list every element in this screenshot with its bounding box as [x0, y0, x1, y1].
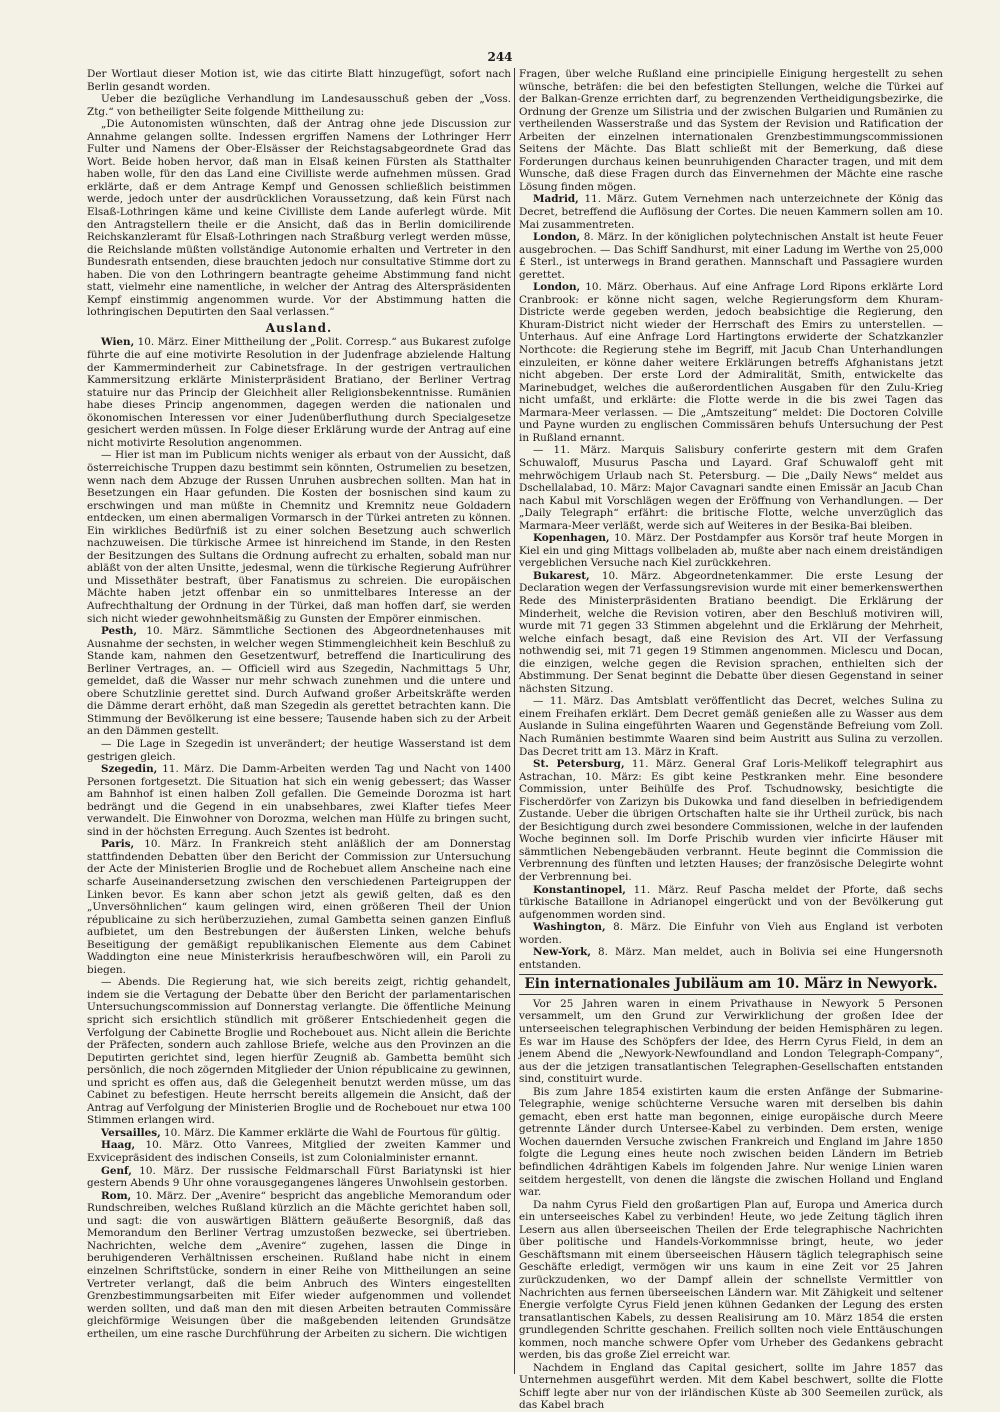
news-body: 10. März. Abgeordnetenkammer. Die erste Lesung der Declaration wegen der Verfassungsrevision wurde mit einer bemerkenswerthen Rede des Ministerpräsidenten Bratiano beendigt. Die Erklärung der Minderheit, welche die Revision votiren, aber den Beschluß motiviren will, wurde mit 71 gegen 33 Stimmen abgelehnt und die Erklärung der Mehrheit, welche einfach besagt, daß eine Revision des Art. VII der Verfassung nothwendig sei, mit 71 gegen 19 Stimmen angenommen. Miclescu und Docan, die einzigen, welche gegen die Revision sprachen, enthielten sich der Abstimmung. Der Senat beginnt die Debatte über diesen Gegenstand in seiner nächsten Sitzung.	[519, 569, 944, 695]
news-body: 10. März. Einer Mittheilung der „Polit. Corresp.“ aus Bukarest zufolge führte die auf eine motivirte Resolution in der Judenfrage abzielende Haltung der Kammerminderheit zur Cabinetsfrage. In der gestrigen vertraulichen Kammersitzung erklärte Ministerpräsident Bratiano, der Berliner Vertrag statuire nur das Princip der Gleichheit aller Religionsbekenntnisse. Rumänien habe dieses Princip angenommen, dagegen werden die nationalen und ökonomischen Interessen vor einer Judenüberfluthung durch Specialgesetze gesichert werden müssen. In Folge dieser Erklärung wurde der Antrag auf eine nicht motivirte Resolution angenommen.	[87, 336, 511, 449]
news-body: 10. März. In Frankreich steht anläßlich der am Donnerstag stattfindenden Debatten über den Bericht der Commission zur Untersuchung der Acte der Ministerien Broglie und de Rochebuet allem Anscheine nach eine scharfe Auseinandersetzung zwischen den verschiedenen Parteigruppen der Linken bevor. Es kann aber schon jetzt als gewiß gelten, daß es den „Unversöhnlichen“ kaum gelingen wird, einen größeren Theil der Union républicaine zu sich herüberzuziehen, zumal Gambetta seinen ganzen Einfluß aufbietet, um den Bestrebungen der äußersten Linken, welche behufs Beseitigung der gemäßigt republikanischen Elemente aus dem Cabinet Waddington eine neue Ministerkrisis heraufbeschwören will, ein Paroli zu biegen.	[87, 838, 511, 976]
left-column	[87, 68, 511, 1378]
article-paragraph: — Die Lage in Szegedin ist unverändert; der heutige Wasserstand ist dem gestrigen gleich.	[87, 737, 511, 763]
news-item-haag	[87, 1139, 511, 1164]
dateline: Kopenhagen,	[533, 532, 610, 545]
news-item-madrid	[519, 193, 943, 231]
news-item-pesth	[87, 625, 511, 738]
dateline: Wien,	[101, 336, 135, 349]
news-item-petersburg	[519, 758, 943, 883]
news-body: 11. März. Gutem Vernehmen nach unterzeichnete der König das Decret, betreffend die Auflösung der Cortes. Die neuen Kammern sollen am 10. Mai zusammentreten.	[519, 193, 943, 231]
news-item-london	[519, 231, 943, 281]
news-item-newyork	[519, 946, 943, 971]
article-paragraph: Vor 25 Jahren waren in einem Privathause in Newyork 5 Personen versammelt, um den Grund zur Verwirklichung der großen Idee der unterseeischen telegraphischen Verbindung der beiden Hemisphären zu legen. Es war im Hause des Schöpfers der Idee, des Herrn Cyrus Field, in dem an jenem Abend die „Newyork-Newfoundland and London Telegraph-Company“, aus der die jetzigen transatlantischen Telegraphen-Gesellschaften entstanden sind, constituirt wurde.	[519, 997, 943, 1086]
dateline: Genf,	[101, 1164, 132, 1177]
feature-heading: Ein internationales Jubiläum am 10. März in Newyork.	[524, 976, 938, 993]
dateline: Versailles,	[101, 1126, 161, 1139]
heading-rule	[519, 994, 943, 995]
news-item-rom	[87, 1190, 511, 1341]
article-paragraph: — 11. März. Das Amtsblatt veröffentlicht das Decret, welches Sulina zu einem Freihafen erklärt. Dem Decret gemäß genießen alle zu Wasser aus dem Auslande in Sulina eingeführten Waaren und Gegenstände Befreiung vom Zoll. Nach Rumänien bestimmte Waaren sind beim Austritt aus Sulina zu verzollen. Das Decret tritt am 13. März in Kraft.	[519, 695, 943, 758]
article-paragraph: — Hier ist man im Publicum nichts weniger als erbaut von der Aussicht, daß österreichische Truppen dazu bestimmt sein könnten, Ostrumelien zu besetzen, wenn nach dem Abzuge der Russen Unruhen ausbrechen sollten. Man hat in Besetzungen ein Haar gefunden. Die Kosten der bosnischen sind kaum zu erschwingen und man müßte in Chemnitz und Kremnitz neue Goldadern entdecken, um einen abermaligen Vormarsch in der Türkei antreten zu können. Ein wirkliches Bedürfniß ist zu einer solchen Besetzung auch schwerlich nachzuweisen. Die türkische Armee ist hinreichend im Stande, in den Resten der Besitzungen des Sultans die Ordnung aufrecht zu erhalten, sobald man nur abläßt von der alten Unsitte, jedesmal, wenn die türkische Regierung Aufrührer und Missethäter bestraft, über Fanatismus zu schreien. Die europäischen Mächte haben jetzt offenbar ein so unmittelbares Interesse an der Aufrechthaltung der Ordnung in der Türkei, daß man hoffen darf, sie werden sich nicht wieder gewohnheitsmäßig zu Gunsten der Empörer einmischen.	[87, 449, 511, 625]
dateline: Paris,	[101, 838, 135, 851]
dateline: Bukarest,	[533, 569, 590, 582]
article-paragraph: „Die Autonomisten wünschten, daß der Antrag ohne jede Discussion zur Annahme gelangen sollte. Indessen ergriffen Namens der Lothringer Herr Fulter und Namens der Ober-Elsässer der Reichstagsabgeordnete Grad das Wort. Beide hoben hervor, daß man in Elsaß keinen Fürsten als Statthalter haben wolle, für den das Land eine Civilliste werde aufnehmen müssen. Grad erklärte, daß er dem Antrage Kempf und Genossen schließlich beistimmen werde, jedoch unter der ausdrücklichen Voraussetzung, daß kein Fürst nach Elsaß-Lothringen käme und keine Civilliste dem Lande auferlegt würde. Mit den Antragstellern theile er die Ansicht, daß das in Berlin domicilirende Reichskanzleramt für Elsaß-Lothringen nach Straßburg verlegt werden müsse, die Reichslande müßten vollständige Autonomie erhalten und Vertreter in den Bundesrath entsenden, diese brauchten jedoch nur consultative Stimme dort zu haben. Die von den Lothringern beantragte geheime Abstimmung fand nicht statt, vielmehr eine namentliche, in welcher der Antrag des Alterspräsidenten Kempf einstimmig angenommen wurde. Vor der Abstimmung hatten die lothringischen Deputirten den Saal verlassen.“	[87, 118, 511, 319]
news-item-szegedin	[87, 763, 511, 838]
news-body: 8. März. Die Einfuhr von Vieh aus England ist verboten worden.	[519, 921, 943, 946]
news-item-kopenhagen	[519, 532, 943, 570]
dateline: Pesth,	[101, 625, 137, 638]
dateline: New-York,	[533, 946, 591, 959]
news-item-london	[519, 281, 943, 444]
news-item-paris	[87, 838, 511, 976]
heading-rule	[519, 974, 943, 975]
dateline: Washington,	[533, 921, 606, 934]
article-paragraph: Ueber die bezügliche Verhandlung im Landesausschuß geben der „Voss. Ztg.“ von betheiligter Seite folgende Mittheilung zu:	[87, 93, 511, 118]
section-heading-ausland: Ausland.	[265, 320, 333, 335]
article-paragraph: Der Wortlaut dieser Motion ist, wie das citirte Blatt hinzugefügt, sofort nach Berlin gesandt worden.	[87, 68, 511, 93]
news-body: 11. März. Reuf Pascha meldet der Pforte, daß sechs türkische Bataillone in Adrianopel eingerückt und von der Bevölkerung gut aufgenommen worden sind.	[519, 883, 943, 921]
dateline: Rom,	[101, 1189, 132, 1202]
article-paragraph: Bis zum Jahre 1854 existirten kaum die ersten Anfänge der Submarine-Telegraphie, wenige schüchterne Versuche waren mit derselben bis dahin gemacht, eben erst hatte man begonnen, einige europäische durch Meere getrennte Länder durch Untersee-Kabel zu verbinden. Dem ersten, wenige Wochen dauernden Versuche zwischen Frankreich und England im Jahre 1850 folgte die Legung eines heute noch zwischen beiden Ländern im Betrieb befindlichen 4drähtigen Kabels im folgenden Jahre. Nur wenige Linien waren seitdem hergestellt, von denen die längste die zwischen Holland und England war.	[519, 1085, 943, 1199]
dateline: Szegedin,	[101, 763, 158, 776]
news-body: 8. März. Man meldet, auch in Bolivia sei eine Hungersnoth entstanden.	[519, 946, 943, 971]
article-paragraph: Fragen, über welche Rußland eine principielle Einigung hergestellt zu sehen wünsche, beträfen: die bei den befestigten Stellungen, welche die Türkei auf der Balkan-Grenze errichten darf, zu begrenzenden Vertheidigungsbezirke, die Ordnung der Grenze um Silistria und der zwischen Bulgarien und Rumänien zu vertheilenden Wasserstraße und das System der Revision und Ratification der Arbeiten der einzelnen internationalen Grenzbestimmungscommissionen Seitens der Mächte. Das Blatt schließt mit der Bemerkung, daß diese Forderungen durchaus keinen beunruhigenden Character tragen, und mit dem Wunsche, daß diese Fragen durch das Einvernehmen der Mächte eine rasche Lösung finden mögen.	[519, 68, 943, 193]
news-body: 11. März. General Graf Loris-Melikoff telegraphirt aus Astrachan, 10. März: Es gibt keine Pestkranken mehr. Eine besondere Commission, unter Beihülfe des Prof. Tschudnowsky, besichtigte die Fischerdörfer von Zarizyn bis Dukowka und fand dieselben in befriedigendem Zustande. Ueber die übrigen Ortschaften halte sie ihr Urtheil zurück, bis nach der Besichtigung durch zwei besondere Commissionen, welche in der laufenden Woche beginnen soll. Im Dorfe Prischib wurden vier inficirte Häuser mit sämmtlichen Nebengebäuden verbrannt. Heute beginnt die Commission die Verbrennung des fünften und letzten Hauses; der französische Delegirte wohnt der Verbrennung bei.	[519, 758, 943, 883]
news-body: 10. März. Oberhaus. Auf eine Anfrage Lord Ripons erklärte Lord Cranbrook: er könne nicht sagen, welche Regierungsform dem Khuram-Districte werde gegeben werden, jedoch beabsichtige die Regierung, den Khuram-District nicht wieder der Herrschaft des Emirs zu unterstellen. — Unterhaus. Auf eine Anfrage Lord Hartingtons erwiderte der Schatzkanzler Northcote: die Regierung stehe im Begriff, mit Jacub Chan Unterhandlungen einzuleiten, er könne daher weitere Erklärungen betreffs Afghanistans jetzt nicht abgeben. Der erste Lord der Admiralität, Smith, entwickelte das Marinebudget, welches die außerordentlichen Ausgaben für den Zulu-Krieg nicht umfaßt, und erklärte: die Flotte werde in die bis zwei Tagen das Marmara-Meer verlassen. — Die „Amtszeitung“ meldet: Die Doctoren Colville und Payne wurden zu englischen Commissären behufs Untersuchung der Pest in Rußland ernannt.	[519, 281, 943, 444]
news-body: 10. März. Die Kammer erklärte die Wahl de Fourtous für gültig.	[164, 1126, 501, 1139]
news-body: 10. März. Der Postdampfer aus Korsör traf heute Morgen in Kiel ein und ging Mittags vollbeladen ab, mußte aber nach einem dreiständigen vergeblichen Versuche nach Kiel zurückkehren.	[519, 532, 943, 570]
dateline: Madrid,	[533, 193, 579, 206]
news-item-bukarest	[519, 570, 943, 695]
article-paragraph: Da nahm Cyrus Field den großartigen Plan auf, Europa und America durch ein unterseeisches Kabel zu verbinden! Heute, wo jede Zeitung täglich ihren Lesern aus allen überseeischen Theilen der Erde telegraphische Nachrichten über politische und Handels-Vorkommnisse bringt, heute, wo jeder Geschäftsmann mit einem überseeischen Häusern täglich telegraphisch seine Geschäfte erledigt, vermögen wir uns kaum in eine Zeit vor 25 Jahren zurückzudenken, wo der Dampf allein der schnellste Vermittler von Nachrichten aus fernen überseeischen Ländern war. Mit Zähigkeit und seltener Energie verfolgte Cyrus Field jenen kühnen Gedanken der Legung des ersten transatlantischen Kabels, zu dessen Realisirung am 10. März 1854 die ersten grundlegenden Schritte geschahen. Freilich sollten noch viele Enttäuschungen kommen, noch manche schwere Opfer vom Urheber des Gedankens gebracht werden, bis das große Ziel erreicht war.	[519, 1198, 943, 1362]
right-column	[519, 68, 944, 1412]
article-paragraph: — 11. März. Marquis Salisbury conferirte gestern mit dem Grafen Schuwaloff, Musurus Pascha und Layard. Graf Schuwaloff geht mit mehrwöchigem Urlaub nach St. Petersburg. — Die „Daily News“ meldet aus Dschellalabad, 10. März: Major Cavagnari sandte einen Emissär an Jacub Chan nach Kabul mit Vorschlägen wegen der Eröffnung von Verhandlungen. — Der „Daily Telegraph“ erfährt: die britische Flotte, welche unverzüglich das Marmara-Meer verläßt, werde sich auf Weiteres in der Besika-Bai bleiben.	[519, 444, 943, 532]
news-item-washington	[519, 921, 943, 946]
dateline: Konstantinopel,	[533, 883, 626, 896]
news-item-konstantinopel	[519, 884, 943, 922]
news-body: 10. März. Sämmtliche Sectionen des Abgeordnetenhauses mit Ausnahme der sechsten, in welcher wegen Stimmengleichheit kein Beschluß zu Stande kam, nahmen den Gesetzentwurf, betreffend die Inarticulirung des Berliner Vertrages, an. — Officiell wird aus Szegedin, Nachmittags 5 Uhr, gemeldet, daß die Wasser nur mehr schwach zunehmen und die untere und obere Schutzlinie gerettet sind. Durch Aufwand großer Arbeitskräfte werden die Dämme derart erhöht, daß man Szegedin als gerettet betrachten kann. Die Stimmung der Bevölkerung ist eine bessere; Tausende haben sich zu der Arbeit an den Dämmen gestellt.	[87, 625, 511, 738]
dateline: London,	[533, 231, 581, 244]
news-item-genf	[87, 1165, 511, 1190]
article-paragraph: Nachdem in England das Capital gesichert, sollte im Jahre 1857 das Unternehmen ausgeführt werden. Mit dem Kabel beschwert, sollte die Flotte Schiff legte aber nur von der irländischen Küste ab 300 Seemeilen zurück, als das Kabel brach	[519, 1361, 943, 1412]
page-number: 244	[487, 50, 513, 64]
dateline: Haag,	[101, 1139, 136, 1152]
dateline: St. Petersburg,	[533, 758, 625, 771]
news-body: 10. März. Der russische Feldmarschall Fürst Bariatynski ist hier gestern Abends 9 Uhr ohne vorausgegangenes längeres Unwohlsein gestorben.	[87, 1164, 511, 1190]
news-body: 8. März. In der königlichen polytechnischen Anstalt ist heute Feuer ausgebrochen. — Das Schiff Sandhurst, mit einer Ladung im Werthe von 25,000 £ Sterl., ist unterwegs in Brand gerathen. Mannschaft und Passagiere wurden gerettet.	[519, 231, 943, 281]
news-body: 10. März. Otto Vanrees, Mitglied der zweiten Kammer und Exvicepräsident des indischen Conseils, ist zum Colonialminister ernannt.	[87, 1139, 511, 1165]
article-paragraph: — Abends. Die Regierung hat, wie sich bereits zeigt, richtig gehandelt, indem sie die Vertagung der Debatte über den Bericht der parlamentarischen Untersuchungscommission auf Donnerstag verlangte. Die öffentliche Meinung spricht sich ersichtlich stündlich mit größerer Entschiedenheit gegen die Verfolgung der Cabinette Broglie und Rochebouet aus. Nicht allein die Berichte der Präfecten, sondern auch zahllose Briefe, welche aus den Provinzen an die Deputirten gerichtet sind, legen hierfür Zeugniß ab. Gambetta bemüht sich persönlich, die noch zögernden Mitglieder der Union républicaine zu gewinnen, und spricht es offen aus, daß die Gelegenheit benutzt werden müsse, um das Cabinet zu befestigen. Heute herrscht bereits allgemein die Ansicht, daß der Antrag auf Verfolgung der Ministerien Broglie und de Rochebouet nur etwa 100 Stimmen erlangen wird.	[87, 976, 511, 1127]
news-item-versailles	[87, 1127, 511, 1140]
news-body: 10. März. Der „Avenire“ bespricht das angebliche Memorandum oder Rundschreiben, welches Rußland kürzlich an die Mächte gerichtet haben soll, und sagt: die von auswärtigen Blättern geäußerte Besorgniß, daß das Memorandum den Berliner Vertrag umzustoßen bezwecke, sei übertrieben. Nachrichten, welche dem „Avenire“ zugehen, lassen die Dinge in beruhigenderen Verhältnissen erscheinen. Rußland habe nicht in einem einzelnen Schriftstücke, sondern in einer Reihe von Mittheilungen an seine Vertreter verlangt, daß die beim Anbruch des Winters eingestellten Grenzbestimmungsarbeiten mit Eifer wieder aufgenommen und vollendet werden sollten, und daß man den mit diesen Arbeiten betrauten Commissäre gleichförmige Weisungen über die maßgebenden leitenden Grundsätze ertheilen, um eine rasche Durchführung der Arbeiten zu sichern. Die wichtigen	[87, 1189, 511, 1340]
news-body: 11. März. Die Damm-Arbeiten werden Tag und Nacht von 1400 Personen fortgesetzt. Die Situation hat sich ein wenig gebessert; das Wasser am Bahnhof ist einen halben Zoll gefallen. Die Gemeinde Dorozma ist hart bedrängt und die Gegend in ein unabsehbares, zwei Klafter tiefes Meer verwandelt. Die Einwohner von Dorozma, welchen man Hülfe zu bringen sucht, sind in der höchsten Erregung. Auch Szentes ist bedroht.	[87, 763, 511, 838]
dateline: London,	[533, 281, 581, 294]
column-rule	[514, 68, 515, 1374]
news-item-wien	[87, 336, 511, 449]
